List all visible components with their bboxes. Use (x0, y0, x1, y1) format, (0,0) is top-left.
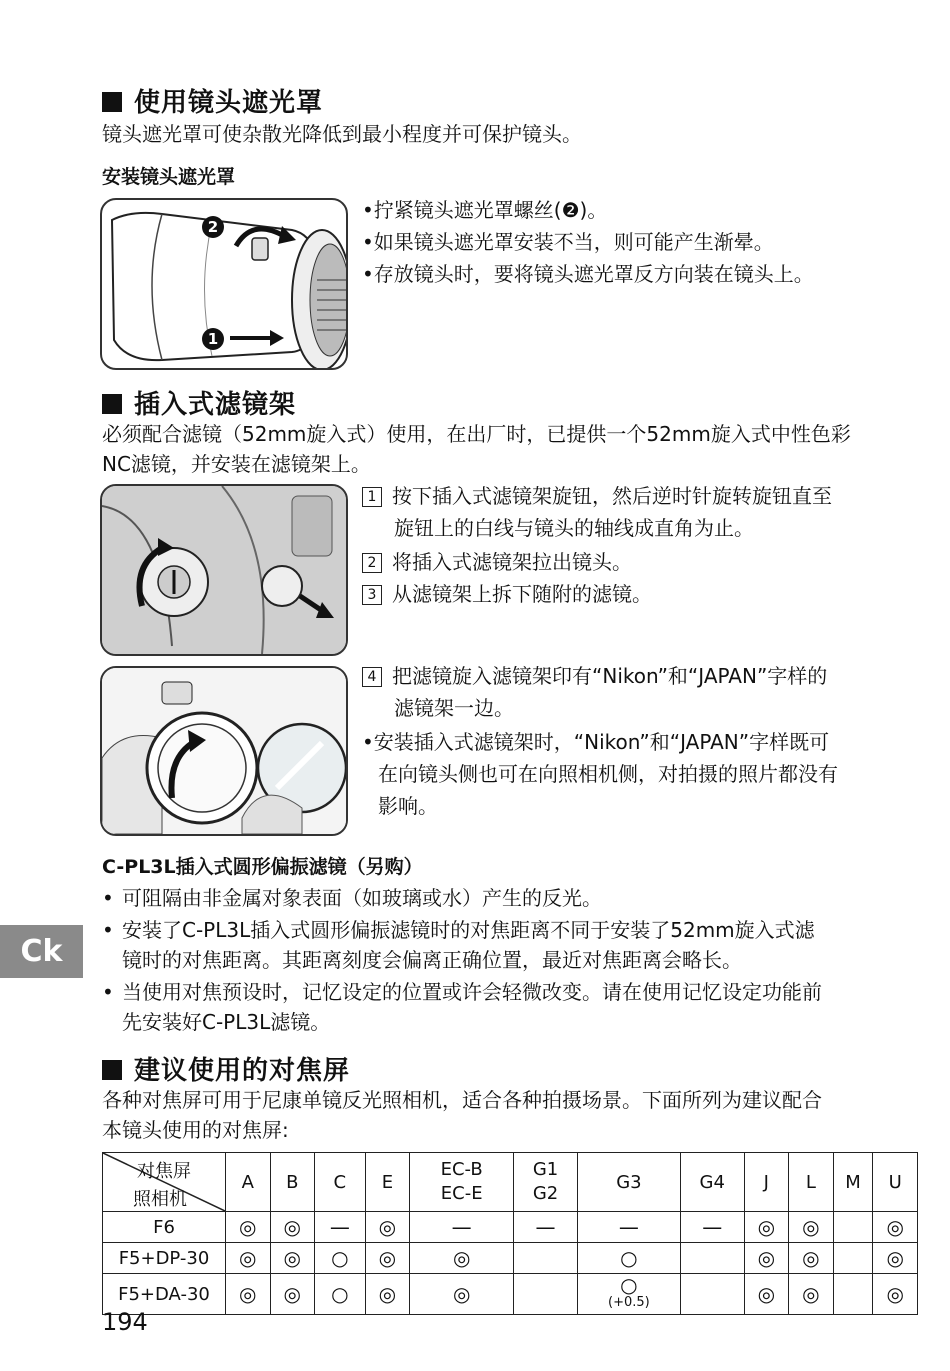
cpl-bullet-cont: 镜时的对焦距离。其距离刻度会偏离正确位置，最近对焦距离会略长。 (122, 948, 742, 972)
table-row: F6 ◎ ◎ — ◎ — — — — ◎ ◎ ◎ (103, 1212, 918, 1243)
subtitle-attach-hood: 安装镜头遮光罩 (102, 166, 236, 188)
note-bullet: •安装插入式滤镜架时，“Nikon”和“JAPAN”字样既可 (362, 730, 830, 754)
section-title-lens-hood: 使用镜头遮光罩 (102, 82, 323, 119)
lens-hood-illustration (102, 200, 346, 368)
filter-holder-removal-illustration (102, 486, 346, 654)
bullet-item: •如果镜头遮光罩安装不当，则可能产生渐晕。 (362, 230, 774, 254)
filter-holder-desc-line1: 必须配合滤镜（52mm旋入式）使用，在出厂时，已提供一个52mm旋入式中性色彩 (102, 422, 851, 446)
bullet-item: •存放镜头时，要将镜头遮光罩反方向装在镜头上。 (362, 262, 814, 286)
col-header: G1 G2 (514, 1153, 578, 1212)
step-2: 2 将插入式滤镜架拉出镜头。 (362, 546, 632, 578)
figure-filter-screw (100, 666, 348, 836)
col-header: M (833, 1153, 873, 1212)
screens-desc-line2: 本镜头使用的对焦屏: (102, 1118, 289, 1142)
step-4: 4 把滤镜旋入滤镜架印有“Nikon”和“JAPAN”字样的 (362, 660, 827, 692)
bullet-item: •拧紧镜头遮光罩螺丝(❷)。 (362, 198, 608, 222)
table-corner-cell: 对焦屏 照相机 (103, 1153, 226, 1212)
section-title-focusing-screens: 建议使用的对焦屏 (102, 1050, 350, 1087)
step-1-cont: 旋钮上的白线与镜头的轴线成直角为止。 (394, 516, 754, 540)
lens-hood-description: 镜头遮光罩可使杂散光降低到最小程度并可保护镜头。 (102, 122, 582, 146)
cpl-bullet: • 安装了C-PL3L插入式圆形偏振滤镜时的对焦距离不同于安装了52mm旋入式滤 (102, 918, 815, 942)
filter-screw-illustration (102, 668, 346, 834)
screens-desc-line1: 各种对焦屏可用于尼康单镜反光照相机，适合各种拍摄场景。下面所列为建议配合 (102, 1088, 822, 1112)
col-header: EC-B EC-E (410, 1153, 514, 1212)
language-side-tab: Ck (0, 925, 83, 978)
col-header: A (226, 1153, 271, 1212)
g3-cell-with-note: ○ (+0.5) (577, 1274, 680, 1315)
table-row: F5+DA-30 ◎ ◎ ○ ◎ ◎ ○ (+0.5) ◎ ◎ ◎ (103, 1274, 918, 1315)
cpl-bullet: • 可阻隔由非金属对象表面（如玻璃或水）产生的反光。 (102, 886, 602, 910)
section-title-filter-holder: 插入式滤镜架 (102, 384, 296, 421)
table-header-row (103, 1153, 918, 1212)
step-4-cont: 滤镜架一边。 (394, 696, 514, 720)
cpl-bullet-cont: 先安装好C-PL3L滤镜。 (122, 1010, 331, 1034)
square-bullet-icon (102, 394, 122, 414)
col-header: G3 (577, 1153, 680, 1212)
step-1: 1 按下插入式滤镜架旋钮，然后逆时针旋转旋钮直至 (362, 480, 832, 512)
col-header: C (315, 1153, 366, 1212)
camera-cell: F6 (103, 1212, 226, 1243)
focusing-screen-table (102, 1152, 918, 1315)
subtitle-cpl3l: C-PL3L插入式圆形偏振滤镜（另购） (102, 856, 423, 878)
cpl-bullet: • 当使用对焦预设时，记忆设定的位置或许会轻微改变。请在使用记忆设定功能前 (102, 980, 822, 1004)
col-header: E (365, 1153, 410, 1212)
callout-2: 2 (202, 216, 224, 238)
square-bullet-icon (102, 1060, 122, 1080)
figure-lens-hood (100, 198, 348, 370)
table-row: F5+DP-30 ◎ ◎ ○ ◎ ◎ ○ ◎ ◎ ◎ (103, 1243, 918, 1274)
col-header: J (744, 1153, 789, 1212)
figure-filter-holder-removal (100, 484, 348, 656)
col-header: L (789, 1153, 834, 1212)
col-header: B (270, 1153, 315, 1212)
note-line: 在向镜头侧也可在向照相机侧，对拍摄的照片都没有 (378, 762, 838, 786)
page-number: 194 (102, 1308, 148, 1336)
step-3: 3 从滤镜架上拆下随附的滤镜。 (362, 578, 652, 610)
callout-1: 1 (202, 328, 224, 350)
col-header: U (873, 1153, 918, 1212)
note-line: 影响。 (378, 794, 438, 818)
square-bullet-icon (102, 92, 122, 112)
camera-cell: F5+DA-30 (103, 1274, 226, 1315)
camera-cell: F5+DP-30 (103, 1243, 226, 1274)
col-header: G4 (680, 1153, 744, 1212)
filter-holder-desc-line2: NC滤镜，并安装在滤镜架上。 (102, 452, 371, 476)
